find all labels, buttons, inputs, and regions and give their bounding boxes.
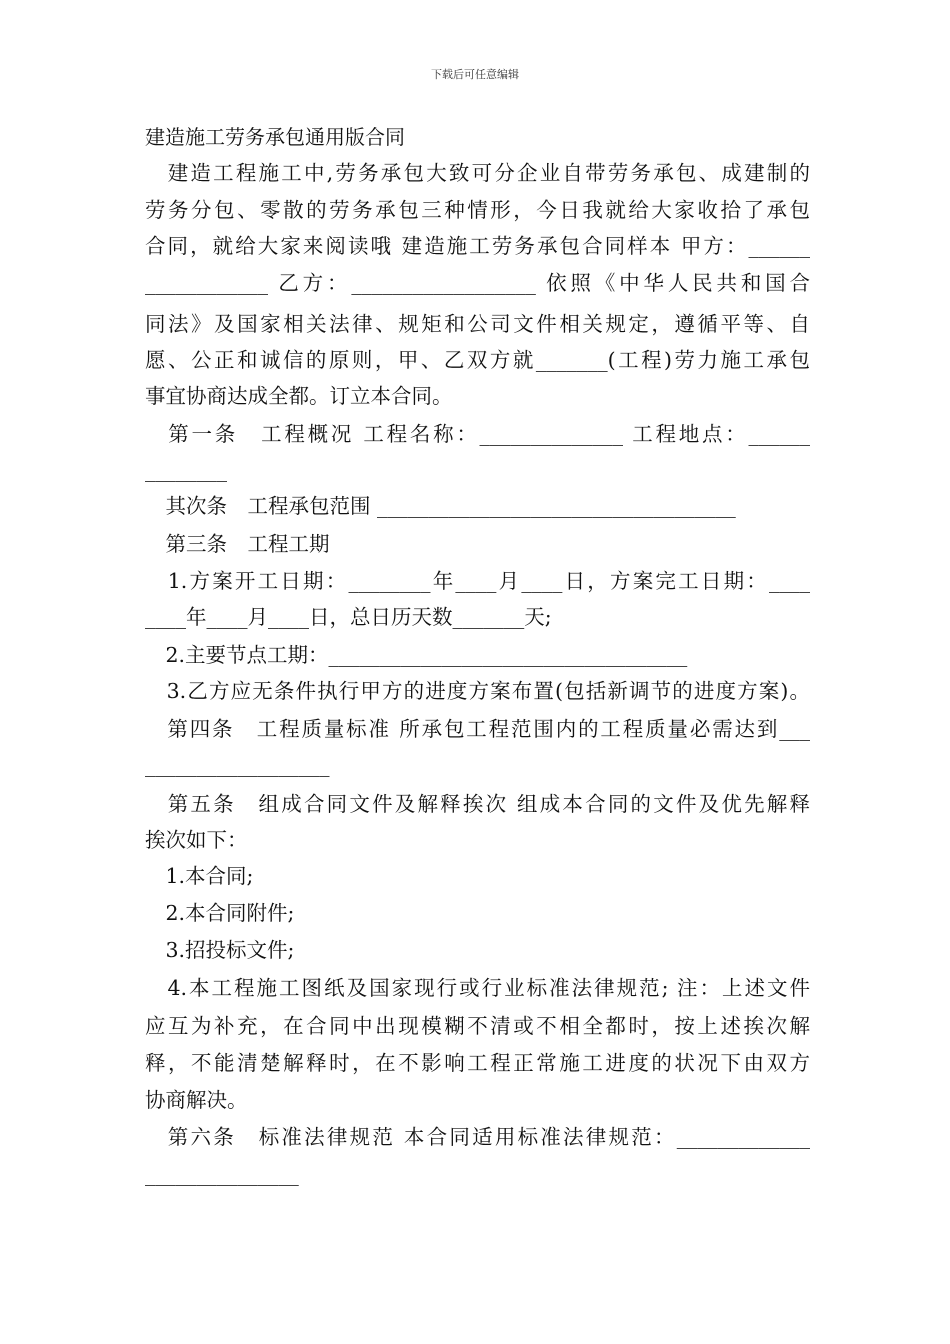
list-item: 1.本合同;	[145, 864, 254, 888]
article-3-line: 3.乙方应无条件执行甲方的进度方案布置(包括新调节的进度方案)。	[145, 679, 810, 703]
header-note: 下载后可任意编辑	[431, 68, 519, 81]
article-6-line: _______________	[145, 1162, 299, 1186]
article-5-line: 第五条 组成合同文件及解释挨次 组成本合同的文件及优先解释	[145, 792, 810, 816]
article-2-line: 其次条 工程承包范围 ___________________________________	[145, 494, 736, 518]
article-4-line: 第四条 工程质量标准 所承包工程范围内的工程质量必需达到___	[145, 717, 810, 741]
paragraph-line: 合同，就给大家来阅读哦 建造施工劳务承包合同样本 甲方：______	[145, 234, 810, 258]
article-3-heading: 第三条 工程工期	[145, 532, 330, 556]
paragraph-line: 释，不能清楚解释时，在不影响工程正常施工进度的状况下由双方	[145, 1051, 810, 1075]
paragraph-line: ____________ 乙方：__________________ 依照《中华人民共和国合	[145, 271, 810, 295]
paragraph-line: 劳务分包、零散的劳务承包三种情形，今日我就给大家收拾了承包	[145, 198, 810, 222]
article-6-line: 第六条 标准法律规范 本合同适用标准法律规范：_____________	[145, 1125, 810, 1149]
list-item: 3.招投标文件;	[145, 938, 295, 962]
article-4-line: __________________	[145, 753, 330, 777]
list-item: 2.本合同附件;	[145, 901, 295, 925]
paragraph-line: 协商解决。	[145, 1088, 248, 1112]
article-3-line: 1.方案开工日期：________年____月____日，方案完工日期：____	[145, 569, 810, 593]
list-item: 4.本工程施工图纸及国家现行或行业标准法律规范; 注：上述文件	[145, 976, 810, 1000]
paragraph-line: 愿、公正和诚信的原则，甲、乙双方就_______(工程)劳力施工承包	[145, 348, 810, 372]
article-5-line: 挨次如下：	[145, 828, 248, 852]
paragraph-line: 建造工程施工中,劳务承包大致可分企业自带劳务承包、成建制的	[145, 161, 810, 185]
document-title: 建造施工劳务承包通用版合同	[145, 125, 405, 149]
paragraph-line: 应互为补充，在合同中出现模糊不清或不相全都时，按上述挨次解	[145, 1014, 810, 1038]
paragraph-line: 事宜协商达成全都。订立本合同。	[145, 384, 453, 408]
article-3-line: 2.主要节点工期：___________________________________	[145, 643, 688, 667]
article-1-line: 第一条 工程概况 工程名称：______________ 工程地点：______	[145, 422, 810, 446]
article-1-line: ________	[145, 458, 227, 482]
paragraph-line: 同法》及国家相关法律、规矩和公司文件相关规定，遵循平等、自	[145, 312, 810, 336]
article-3-line: ____年____月____日，总日历天数_______天;	[145, 605, 552, 629]
